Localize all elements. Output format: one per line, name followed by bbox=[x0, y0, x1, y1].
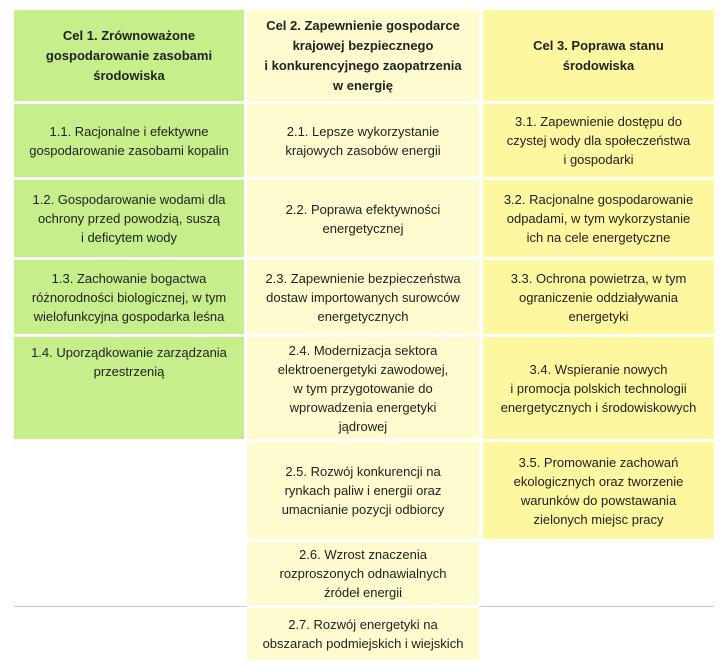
goal-2-item-4: 2.4. Modernizacja sektora elektroenergetyki zawodowej, w tym przygotowanie do wprowadzenia energetyki jądrowej bbox=[247, 337, 479, 439]
goal-2-item-5: 2.5. Rozwój konkurencji na rynkach paliw i energii oraz umacnianie pozycji odbiorcy bbox=[247, 442, 479, 539]
goal-2-item-2: 2.2. Poprawa efektywności energetycznej bbox=[247, 180, 479, 257]
goal-2-item-7: 2.7. Rozwój energetyki na obszarach podmiejskich i wiejskich bbox=[247, 608, 479, 660]
separator-line bbox=[479, 606, 714, 607]
goal-1-item-2: 1.2. Gospodarowanie wodami dla ochrony przed powodzią, suszą i deficytem wody bbox=[14, 180, 244, 257]
goal-2-item-6: 2.6. Wzrost znaczenia rozproszonych odnawialnych źródeł energii bbox=[247, 542, 479, 605]
goal-2-item-1: 2.1. Lepsze wykorzystanie krajowych zasobów energii bbox=[247, 104, 479, 177]
goal-3-item-2: 3.2. Racjonalne gospodarowanie odpadami, w tym wykorzystanie ich na cele energetyczne bbox=[483, 180, 714, 257]
goal-3-item-3: 3.3. Ochrona powietrza, w tym ograniczenie oddziaływania energetyki bbox=[483, 260, 714, 334]
goal-3-header: Cel 3. Poprawa stanu środowiska bbox=[483, 10, 714, 101]
goal-3-item-5: 3.5. Promowanie zachowań ekologicznych oraz tworzenie warunków do powstawania zielonych miejsc pracy bbox=[483, 442, 714, 539]
goal-3-item-4: 3.4. Wspieranie nowych i promocja polskich technologii energetycznych i środowiskowych bbox=[483, 337, 714, 439]
goal-3-item-1: 3.1. Zapewnienie dostępu do czystej wody dla społeczeństwa i gospodarki bbox=[483, 104, 714, 177]
separator-line bbox=[14, 606, 247, 607]
goal-1-item-1: 1.1. Racjonalne i efektywne gospodarowanie zasobami kopalin bbox=[14, 104, 244, 177]
goal-2-item-3: 2.3. Zapewnienie bezpieczeństwa dostaw importowanych surowców energetycznych bbox=[247, 260, 479, 334]
goal-2-header: Cel 2. Zapewnienie gospodarce krajowej bezpiecznego i konkurencyjnego zaopatrzenia w energię bbox=[247, 10, 479, 101]
goal-1-header: Cel 1. Zrównoważone gospodarowanie zasobami środowiska bbox=[14, 10, 244, 101]
goal-1-item-4: 1.4. Uporządkowanie zarządzania przestrzenią bbox=[14, 337, 244, 439]
goal-1-item-3: 1.3. Zachowanie bogactwa różnorodności biologicznej, w tym wielofunkcyjna gospodarka leśna bbox=[14, 260, 244, 334]
